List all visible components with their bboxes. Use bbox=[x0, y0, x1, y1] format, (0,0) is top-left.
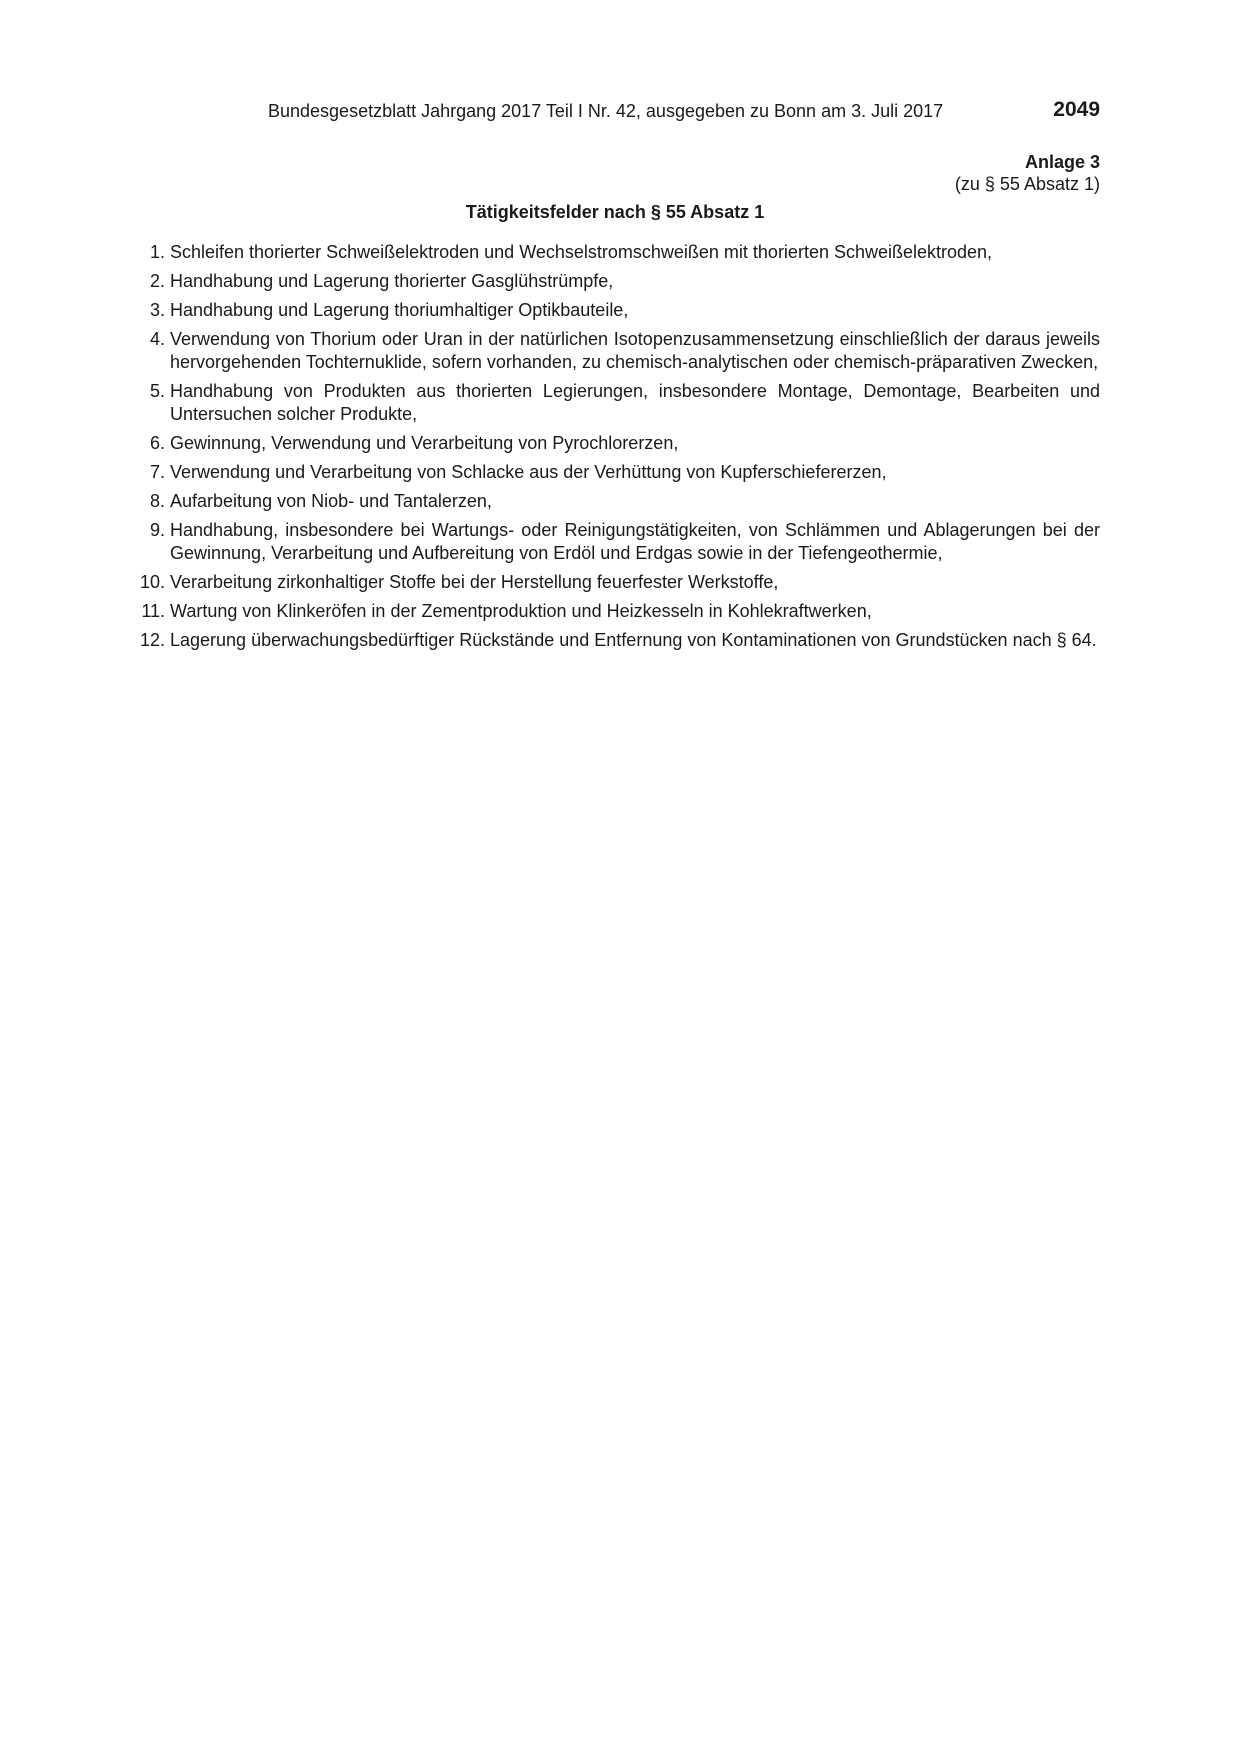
list-item-number: 8. bbox=[149, 491, 165, 511]
list-item-number: 4. bbox=[149, 329, 165, 349]
list-item-text: Handhabung, insbesondere bei Wartungs- oder Reinigungstätigkeiten, von Schlämmen und Ablagerungen bei der Gewinnung, Verarbeitung und Aufbereitung von Erdöl und Erdgas sowie in der Tiefengeothermie, bbox=[170, 520, 1100, 563]
list-item-number: 12. bbox=[139, 630, 165, 650]
list-item bbox=[130, 519, 1100, 565]
list-item bbox=[130, 629, 1100, 652]
list-item bbox=[130, 299, 1100, 322]
list-item-number: 11. bbox=[141, 601, 165, 621]
list-item-text: Schleifen thorierter Schweißelektroden und Wechselstromschweißen mit thorierten Schweißelektroden, bbox=[170, 242, 993, 262]
running-head: Bundesgesetzblatt Jahrgang 2017 Teil I Nr. 42, ausgegeben zu Bonn am 3. Juli 2017 bbox=[268, 101, 944, 121]
annex-reference: (zu § 55 Absatz 1) bbox=[954, 174, 1100, 194]
list-item-text: Verarbeitung zirkonhaltiger Stoffe bei der Herstellung feuerfester Werkstoffe, bbox=[170, 572, 779, 592]
list-item bbox=[130, 270, 1100, 293]
list-item-text: Wartung von Klinkeröfen in der Zementproduktion und Heizkesseln in Kohlekraftwerken, bbox=[170, 601, 872, 621]
list-item bbox=[130, 432, 1100, 455]
list-item-text: Handhabung und Lagerung thoriumhaltiger Optikbauteile, bbox=[170, 300, 629, 320]
list-item bbox=[130, 380, 1100, 426]
page-number: 2049 bbox=[1053, 98, 1100, 121]
list-item-text: Verwendung von Thorium oder Uran in der natürlichen Isotopenzusammensetzung einschließlich der daraus jeweils hervorgehenden Tochternuklide, sofern vorhanden, zu chemisch-analytischen oder chemisch-präparativen Zwecken, bbox=[170, 329, 1100, 372]
list-item-number: 5. bbox=[149, 381, 165, 401]
section-title: Tätigkeitsfelder nach § 55 Absatz 1 bbox=[465, 202, 765, 222]
list-item-text: Handhabung und Lagerung thorierter Gasglühstrümpfe, bbox=[170, 271, 614, 291]
list-item-number: 3. bbox=[149, 300, 165, 320]
list-item-number: 7. bbox=[149, 462, 165, 482]
list-item bbox=[130, 600, 1100, 623]
list-item bbox=[130, 461, 1100, 484]
list-item-number: 6. bbox=[149, 433, 165, 453]
list-item bbox=[130, 490, 1100, 513]
list-item bbox=[130, 328, 1100, 374]
list-item-number: 10. bbox=[139, 572, 165, 592]
list-item-text: Handhabung von Produkten aus thorierten Legierungen, insbesondere Montage, Demontage, Bearbeiten und Untersuchen solcher Produkte, bbox=[170, 381, 1100, 424]
list-item-number: 1. bbox=[149, 242, 165, 262]
activity-list bbox=[130, 241, 1100, 658]
annex-title: Anlage 3 bbox=[1024, 152, 1100, 172]
list-item-text: Lagerung überwachungsbedürftiger Rückstände und Entfernung von Kontaminationen von Grundstücken nach § 64. bbox=[170, 630, 1097, 650]
list-item-text: Verwendung und Verarbeitung von Schlacke aus der Verhüttung von Kupferschiefererzen, bbox=[170, 462, 887, 482]
list-item bbox=[130, 241, 1100, 264]
list-item-text: Aufarbeitung von Niob- und Tantalerzen, bbox=[170, 491, 492, 511]
annex-block bbox=[955, 151, 1100, 195]
list-item-text: Gewinnung, Verwendung und Verarbeitung von Pyrochlorerzen, bbox=[170, 433, 679, 453]
list-item-number: 2. bbox=[149, 271, 165, 291]
list-item-number: 9. bbox=[149, 520, 165, 540]
list-item bbox=[130, 571, 1100, 594]
